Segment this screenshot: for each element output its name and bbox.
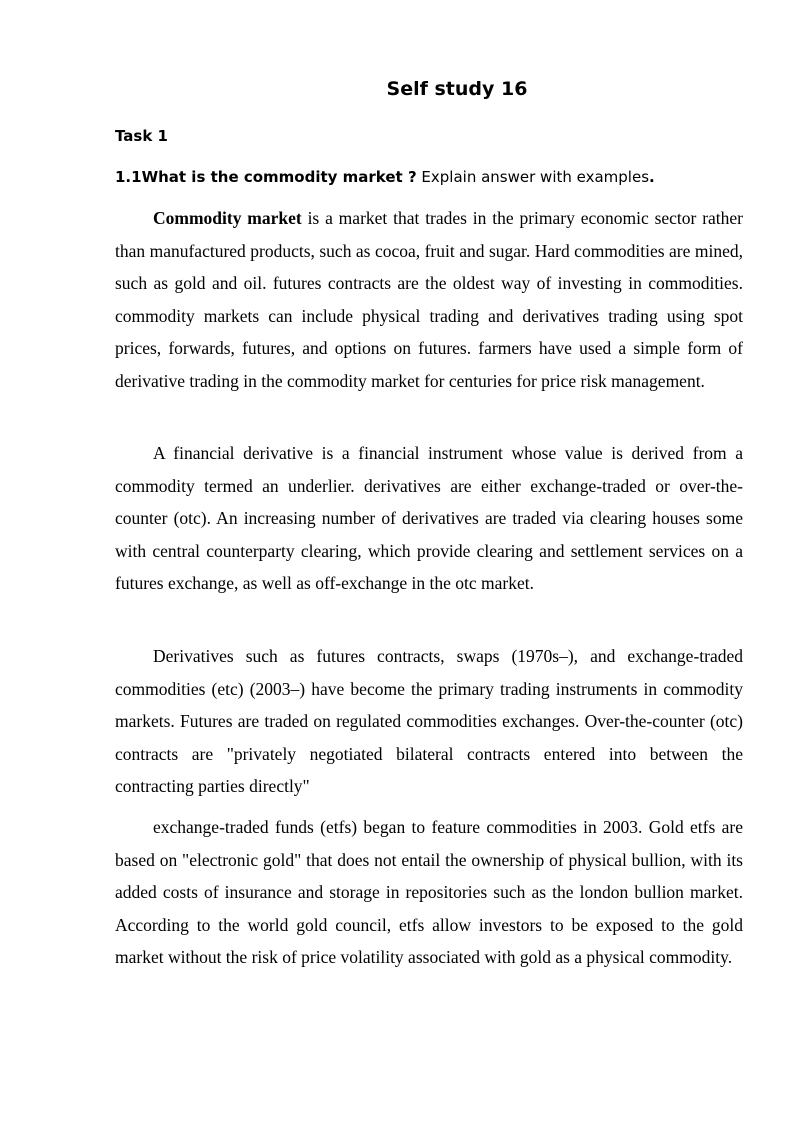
question-regular: Explain answer with examples bbox=[416, 168, 650, 186]
paragraph-commodity-market bbox=[115, 202, 743, 397]
paragraph-etfs: exchange-traded funds (etfs) began to feature commodities in 2003. Gold etfs are based on "electronic gold" that does not entail the ownership of physical bullion, with its added costs of insurance and storage in repositories such as the london bullion market. According to the world gold council, etfs allow investors to be exposed to the gold market without the risk of price volatility associated with gold as a physical commodity. bbox=[115, 817, 743, 967]
question-heading bbox=[115, 168, 743, 186]
paragraph-text: is a market that trades in the primary economic sector rather than manufactured products, such as cocoa, fruit and sugar. Hard commodities are mined, such as gold and oil. futures contracts are the oldest way of investing in commodities. commodity markets can include physical trading and derivatives trading using spot prices, forwards, futures, and options on futures. farmers have used a simple form of derivative trading in the commodity market for centuries for price risk management. bbox=[115, 208, 743, 391]
question-bold: 1.1What is the commodity market ? bbox=[115, 168, 417, 186]
document-title: Self study 16 bbox=[386, 78, 528, 100]
paragraph-derivatives-instruments: Derivatives such as futures contracts, swaps (1970s–), and exchange-traded commodities (etc) (2003–) have become the primary trading instruments in commodity markets. Futures are traded on regulated commodities exchanges. Over-the-counter (otc) contracts are "privately negotiated bilateral contracts entered into between the contracting parties directly" bbox=[115, 646, 743, 796]
question-end-punct: . bbox=[649, 168, 655, 186]
task-heading: Task 1 bbox=[115, 127, 168, 145]
paragraph-lead-term: Commodity market bbox=[153, 208, 302, 228]
paragraph-financial-derivative: A financial derivative is a financial instrument whose value is derived from a commodity termed an underlier. derivatives are either exchange-traded or over-the-counter (otc). An increasing number of derivatives are traded via clearing houses some with central counterparty clearing, which provide clearing and settlement services on a futures exchange, as well as off-exchange in the otc market. bbox=[115, 443, 743, 593]
